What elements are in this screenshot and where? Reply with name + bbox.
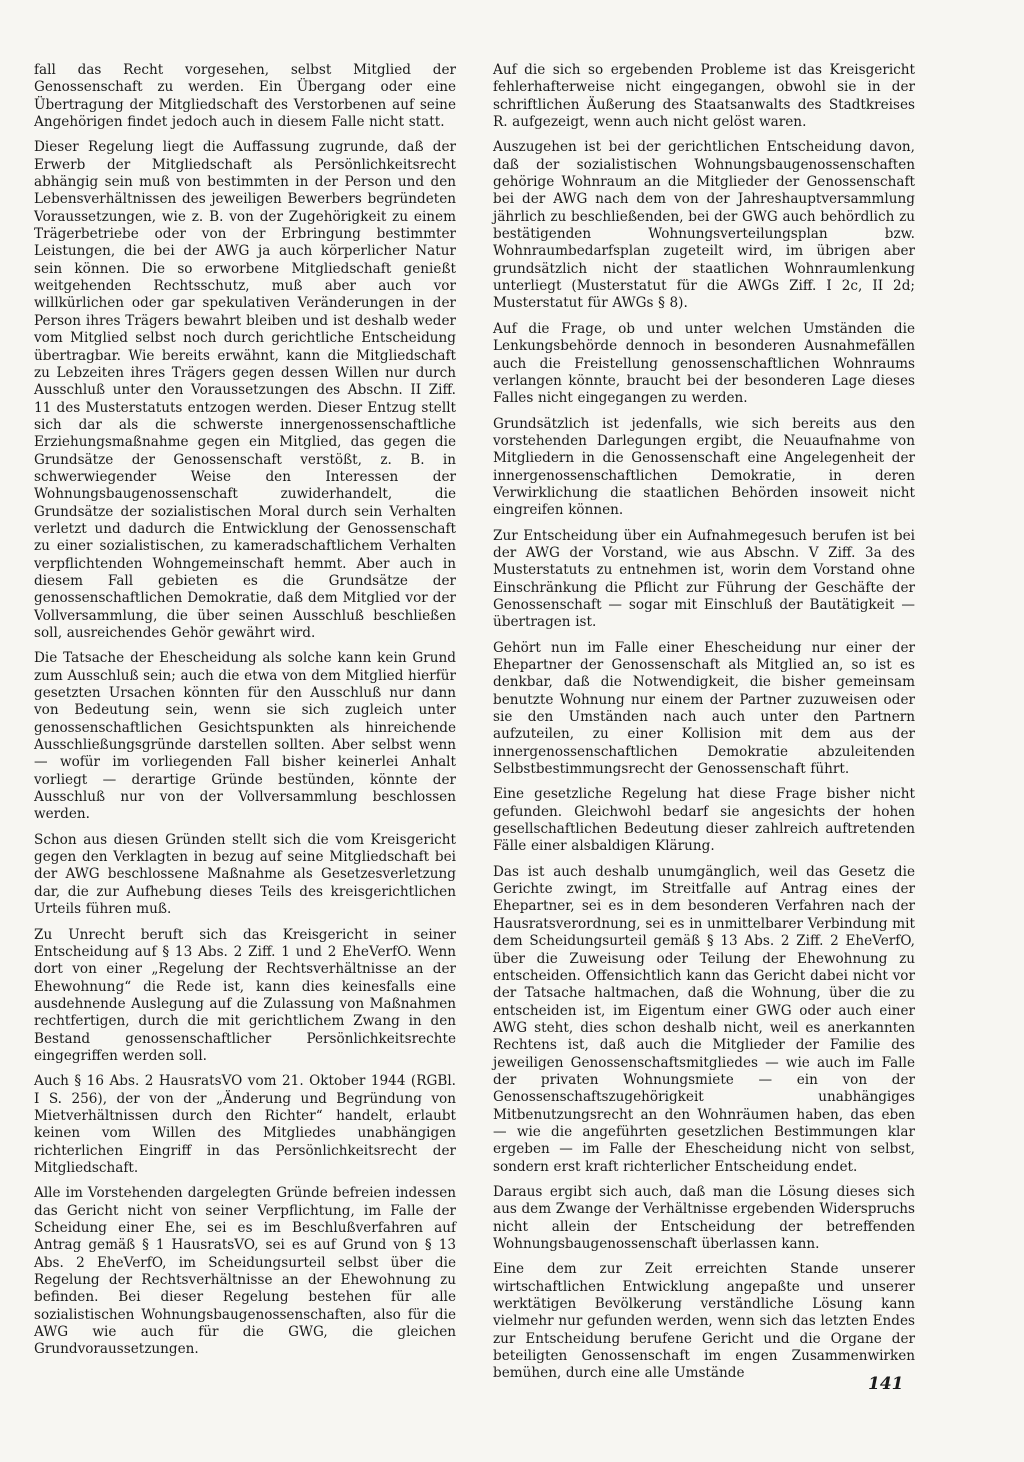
paragraph: Schon aus diesen Gründen stellt sich die vom Kreisgericht gegen den Verklagten in bezug auf seine Mitgliedschaft bei der AWG beschlossene Maßnahme als Gesetzesverletzung dar, die zur Aufhebung dieses Teils des kreisgerichtlichen Urteils führen muß. bbox=[34, 831, 456, 918]
paragraph: Auch § 16 Abs. 2 HausratsVO vom 21. Oktober 1944 (RGBl. I S. 256), der von der „Änderung und Begründung von Mietverhältnissen durch den Richter“ handelt, erlaubt keinen vom Willen des Mitgliedes unabhängigen richterlichen Eingriff in das Persönlichkeitsrecht der Mitgliedschaft. bbox=[34, 1073, 456, 1176]
paragraph: Gehört nun im Falle einer Ehescheidung nur einer der Ehepartner der Genossenschaft als Mitglied an, so ist es denkbar, daß die Notwendigkeit, die bisher gemeinsam benutzte Wohnung nur einem der Partner zuzuweisen oder sie den Umständen nach auch unter den Partnern aufzuteilen, zu einer Kollision mit dem aus der innergenossenschaftlichen Demokratie abzuleitenden Selbstbestimmungsrecht der Genossenschaft führt. bbox=[493, 639, 915, 778]
paragraph: Auf die sich so ergebenden Probleme ist das Kreisgericht fehlerhafterweise nicht eingegangen, obwohl sie in der schriftlichen Äußerung des Staatsanwalts des Stadtkreises R. aufgezeigt, wenn auch nicht gelöst waren. bbox=[493, 62, 915, 131]
paragraph: Eine gesetzliche Regelung hat diese Frage bisher nicht gefunden. Gleichwohl bedarf sie angesichts der hohen gesellschaftlichen Bedeutung dieser zahlreich auftretenden Fälle einer alsbaldigen Klärung. bbox=[493, 786, 915, 855]
paragraph: Zu Unrecht beruft sich das Kreisgericht in seiner Entscheidung auf § 13 Abs. 2 Ziff. 1 und 2 EheVerfO. Wenn dort von einer „Regelung der Rechtsverhältnisse an der Ehewohnung“ die Rede ist, kann dies keinesfalls eine ausdehnende Auslegung auf die Zulassung von Maßnahmen rechtfertigen, durch die mit gerichtlichem Zwang in den Bestand genossenschaftlicher Persönlichkeitsrechte eingegriffen werden soll. bbox=[34, 926, 456, 1064]
paragraph: Daraus ergibt sich auch, daß man die Lösung dieses sich aus dem Zwange der Verhältnisse ergebenden Widerspruchs nicht allein der Entscheidung der betreffenden Wohnungsbaugenossenschaft überlassen kann. bbox=[493, 1183, 915, 1252]
paragraph: Die Tatsache der Ehescheidung als solche kann kein Grund zum Ausschluß sein; auch die etwa von dem Mitglied hierfür gesetzten Ursachen könnten für den Ausschluß nur dann von Bedeutung sein, wenn sie sich zugleich unter genossenschaftlichen Gesichtspunkten als hinreichende Ausschließungsgründe darstellen sollten. Aber selbst wenn — wofür im vorliegenden Fall bisher keinerlei Anhalt vorliegt — derartige Gründe bestünden, könnte der Ausschluß nur von der Vollversammlung beschlossen werden. bbox=[34, 650, 456, 823]
paragraph: Dieser Regelung liegt die Auffassung zugrunde, daß der Erwerb der Mitgliedschaft als Persönlichkeitsrecht abhängig sein muß von bestimmten in der Person und den Lebensverhältnissen des jeweiligen Bewerbers begründeten Voraussetzungen, wie z. B. von der Zugehörigkeit zu einem Trägerbetriebe oder von der Erbringung bestimmter Leistungen, die bei der AWG ja auch körperlicher Natur sein können. Die so erworbene Mitgliedschaft genießt weitgehenden Rechtsschutz, muß aber auch vor willkürlichen oder gar spekulativen Veränderungen in der Person ihres Trägers bewahrt bleiben und ist deshalb weder vom Mitglied selbst noch durch gerichtliche Entscheidung übertragbar. Wie bereits erwähnt, kann die Mitgliedschaft zu Lebzeiten ihres Trägers gegen dessen Willen nur durch Ausschluß unter den Voraussetzungen des Abschn. II Ziff. 11 des Musterstatuts entzogen werden. Dieser Entzug stellt sich dar als die schwerste innergenossenschaftliche Erziehungsmaßnahme gegen ein Mitglied, das gegen die Grundsätze der Genossenschaft verstößt, z. B. in schwerwiegender Weise den Interessen der Wohnungsbaugenossenschaft zuwiderhandelt, die Grundsätze der sozialistischen Moral durch sein Verhalten verletzt und dadurch die Entwicklung der Genossenschaft zu einer sozialistischen, zu kameradschaftlichem Verhalten verpflichtenden Wohngemeinschaft hemmt. Aber auch in diesem Fall gebieten es die Grundsätze der genossenschaftlichen Demokratie, daß dem Mitglied vor der Vollversammlung, die über seinen Ausschluß beschließen soll, ausreichendes Gehör gewährt wird. bbox=[34, 139, 456, 641]
paragraph: Eine dem zur Zeit erreichten Stande unserer wirtschaftlichen Entwicklung angepaßte und unserer werktätigen Bevölkerung verständliche Lösung kann vielmehr nur gefunden werden, wenn sich das letzten Endes zur Entscheidung berufene Gericht und die Organe der beteiligten Genossenschaft im engen Zusammenwirken bemühen, durch eine alle Umstände bbox=[493, 1261, 915, 1382]
paragraph: Grundsätzlich ist jedenfalls, wie sich bereits aus den vorstehenden Darlegungen ergibt, die Neuaufnahme von Mitgliedern in die Genossenschaft eine Angelegenheit der innergenossenschaftlichen Demokratie, in deren Verwirklichung die staatlichen Behörden insoweit nicht eingreifen können. bbox=[493, 415, 915, 519]
left-column bbox=[34, 62, 456, 1367]
paragraph: Zur Entscheidung über ein Aufnahmegesuch berufen ist bei der AWG der Vorstand, wie aus Abschn. V Ziff. 3a des Musterstatuts zu entnehmen ist, worin dem Vorstand ohne Einschränkung die Pflicht zur Führung der Geschäfte der Genossenschaft — sogar mit Einschluß der Bautätigkeit — übertragen ist. bbox=[493, 527, 915, 631]
paragraph: Auf die Frage, ob und unter welchen Umständen die Lenkungsbehörde dennoch in besonderen Ausnahmefällen auch die Freistellung genossenschaftlichen Wohnraums verlangen könnte, braucht bei der besonderen Lage dieses Falles nicht eingegangen zu werden. bbox=[493, 320, 915, 407]
page-number: 141 bbox=[868, 1374, 904, 1394]
right-column bbox=[493, 62, 915, 1391]
paragraph: Alle im Vorstehenden dargelegten Gründe befreien indessen das Gericht nicht von seiner Verpflichtung, im Falle der Scheidung einer Ehe, sei es im Beschlußverfahren auf Antrag gemäß § 1 HausratsVO, sei es auf Grund von § 13 Abs. 2 EheVerfO, im Scheidungsurteil selbst über die Regelung der Rechtsverhältnisse an der Ehewohnung zu befinden. Bei dieser Regelung bestehen für alle sozialistischen Wohnungsbaugenossenschaften, also für die AWG wie auch für die GWG, die gleichen Grundvoraussetzungen. bbox=[34, 1185, 456, 1358]
paragraph: Auszugehen ist bei der gerichtlichen Entscheidung davon, daß der sozialistischen Wohnungsbaugenossenschaften gehörige Wohnraum an die Mitglieder der Genossenschaft bei der AWG nach dem von der Jahreshauptversammlung jährlich zu beschließenden, bei der GWG auch behördlich zu bestätigenden Wohnungsverteilungsplan bzw. Wohnraumbedarfsplan zugeteilt wird, im übrigen aber grundsätzlich nicht der staatlichen Wohnraumlenkung unterliegt (Musterstatut für die AWGs Ziff. I 2c, II 2d; Musterstatut für AWGs § 8). bbox=[493, 139, 915, 312]
paragraph: fall das Recht vorgesehen, selbst Mitglied der Genossenschaft zu werden. Ein Übergang oder eine Übertragung der Mitgliedschaft des Verstorbenen auf seine Angehörigen findet jedoch auch in diesem Falle nicht statt. bbox=[34, 62, 456, 131]
paragraph: Das ist auch deshalb unumgänglich, weil das Gesetz die Gerichte zwingt, im Streitfalle auf Antrag eines der Ehepartner, sei es in dem besonderen Verfahren nach der Hausratsverordnung, sei es in unmittelbarer Verbindung mit dem Scheidungsurteil gemäß § 13 Abs. 2 Ziff. 2 EheVerfO, über die Zuweisung oder Teilung der Ehewohnung zu entscheiden. Offensichtlich kann das Gericht dabei nicht vor der Tatsache haltmachen, daß die Wohnung, über die zu entscheiden ist, im Eigentum einer GWG oder auch einer AWG steht, dies schon deshalb nicht, weil es anerkannten Rechtens ist, daß auch die Mitglieder der Familie des jeweiligen Genossenschaftsmitgliedes — wie auch im Falle der privaten Wohnungsmiete — ein von der Genossenschaftszugehörigkeit unabhängiges Mitbenutzungsrecht an den Wohnräumen haben, das eben — wie die angeführten gesetzlichen Bestimmungen klar ergeben — im Falle der Ehescheidung nicht von selbst, sondern erst kraft richterlicher Entscheidung endet. bbox=[493, 863, 915, 1175]
